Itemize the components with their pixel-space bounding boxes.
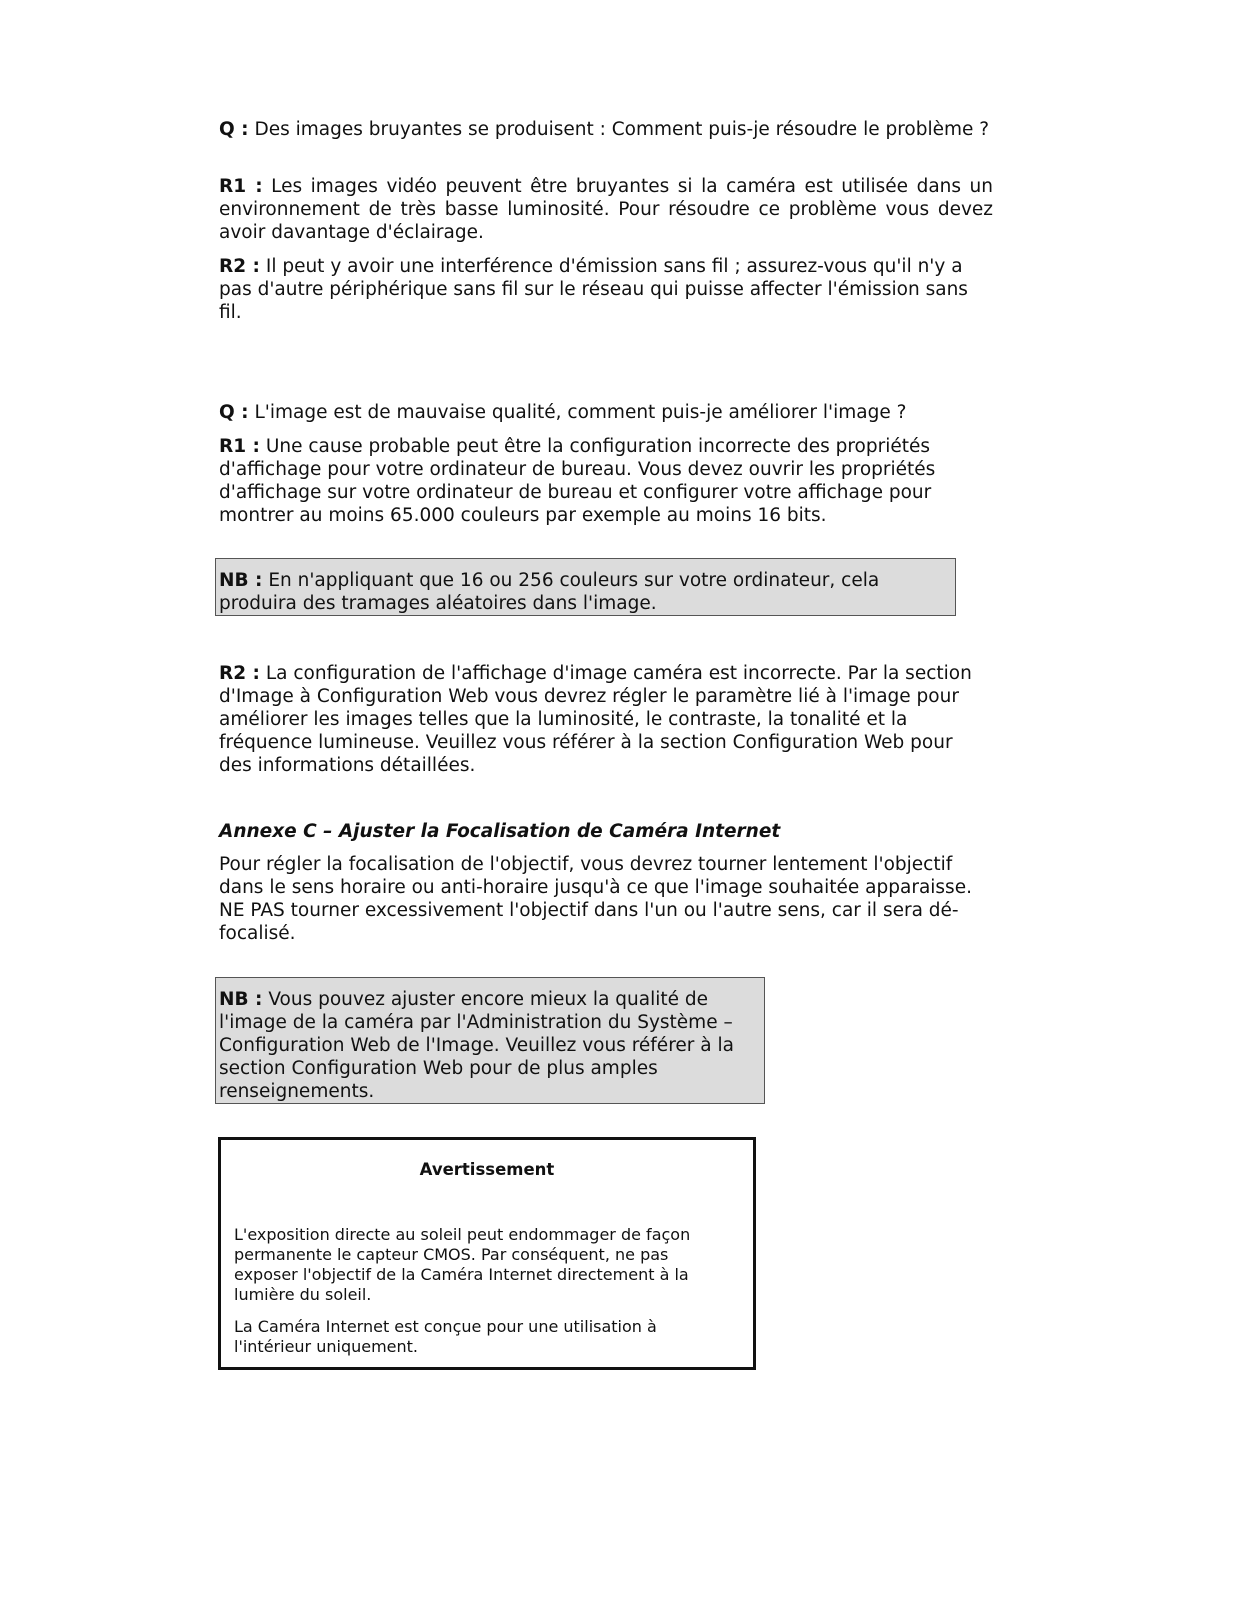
faq1-question — [219, 118, 993, 141]
faq2-note-box — [215, 558, 956, 616]
answer-label: R2 : — [219, 663, 260, 684]
annex-note-box — [215, 977, 765, 1104]
warning-paragraph-1: L'exposition directe au soleil peut endommager de façon permanente le capteur CMOS. Par conséquent, ne pas exposer l'objectif de la Caméra Internet directement à la lumière du soleil. — [234, 1225, 691, 1304]
answer-label: R2 : — [219, 256, 260, 277]
faq1-answer-2 — [219, 255, 993, 324]
answer-text: Une cause probable peut être la configuration incorrecte des propriétés d'affichage pour votre ordinateur de bureau. Vous devez ouvrir les propriétés d'affichage sur votre ordinateur de bureau et configurer votre affichage pour montrer au moins 65.000 couleurs par exemple au moins 16 bits. — [219, 436, 936, 526]
question-text: L'image est de mauvaise qualité, comment puis-je améliorer l'image ? — [254, 402, 907, 423]
faq1-answer-1 — [219, 175, 993, 244]
annex-heading: Annexe C – Ajuster la Focalisation de Caméra Internet — [219, 821, 781, 842]
question-label: Q : — [219, 119, 249, 140]
answer-label: R1 : — [219, 436, 260, 457]
faq2-answer-2 — [219, 662, 979, 777]
faq2-answer-1 — [219, 435, 959, 527]
question-text: Des images bruyantes se produisent : Comment puis-je résoudre le problème ? — [254, 119, 990, 140]
note-label: NB : — [219, 989, 263, 1010]
faq2-question — [219, 401, 993, 424]
answer-label: R1 : — [219, 176, 263, 197]
warning-paragraph-2: La Caméra Internet est conçue pour une utilisation à l'intérieur uniquement. — [234, 1317, 657, 1356]
note-text: En n'appliquant que 16 ou 256 couleurs sur votre ordinateur, cela produira des tramages aléatoires dans l'image. — [219, 570, 880, 614]
note-text: Vous pouvez ajuster encore mieux la qualité de l'image de la caméra par l'Administration du Système – Configuration Web de l'Image. Veuillez vous référer à la section Configuration Web pour de plus amples renseignements. — [219, 989, 734, 1102]
answer-text: Les images vidéo peuvent être bruyantes si la caméra est utilisée dans un environnement de très basse luminosité. Pour résoudre ce problème vous devez avoir davantage d'éclairage. — [219, 176, 993, 243]
warning-box — [218, 1137, 756, 1370]
annex-body: Pour régler la focalisation de l'objectif, vous devrez tourner lentement l'objectif dans le sens horaire ou anti-horaire jusqu'à ce que l'image souhaitée apparaisse. NE PAS tourner excessivement l'objectif dans l'un ou l'autre sens, car il sera dé-focalisé. — [219, 854, 972, 944]
answer-text: La configuration de l'affichage d'image caméra est incorrecte. Par la section d'Image à Configuration Web vous devrez régler le paramètre lié à l'image pour améliorer les images telles que la luminosité, le contraste, la tonalité et la fréquence lumineuse. Veuillez vous référer à la section Configuration Web pour des informations détaillées. — [219, 663, 972, 776]
answer-text: Il peut y avoir une interférence d'émission sans fil ; assurez-vous qu'il n'y a pas d'autre périphérique sans fil sur le réseau qui puisse affecter l'émission sans fil. — [219, 256, 968, 323]
note-label: NB : — [219, 570, 263, 591]
question-label: Q : — [219, 402, 249, 423]
warning-title: Avertissement — [419, 1160, 555, 1179]
